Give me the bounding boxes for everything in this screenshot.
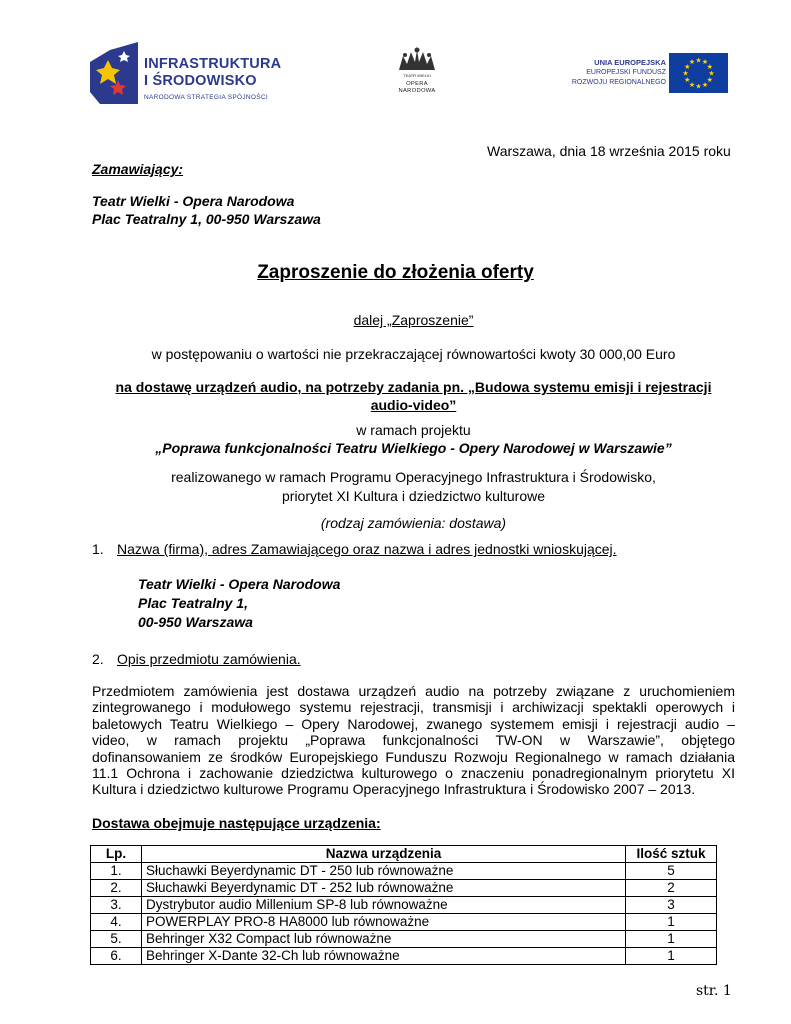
table-row (91, 948, 717, 965)
cell-lp: 3. (91, 897, 142, 914)
opera-crest-icon (395, 46, 439, 72)
postepowanie-line: w postępowaniu o wartości nie przekraczającej równowartości kwoty 30 000,00 Euro (151, 346, 676, 362)
unia-europejska-logo (560, 52, 728, 106)
eu-star-icon: ★ (695, 57, 702, 65)
w-ramach-line: w ramach projektu (356, 422, 471, 438)
realizowanego-line-1: realizowanego w ramach Programu Operacyjnego Infrastruktura i Środowisko, (171, 469, 656, 485)
dalej-line: dalej „Zaproszenie” (353, 312, 474, 328)
opera-logo-line2: NARODOWA (398, 88, 436, 94)
ris-logo-line2: I ŚRODOWISKO (144, 73, 257, 89)
cell-name: Behringer X32 Compact lub równoważne (142, 931, 626, 948)
section-1-address-line-3: 00-950 Warszawa (138, 614, 253, 630)
cell-qty: 1 (626, 931, 717, 948)
section-1-number: 1. (92, 541, 104, 557)
document-date: Warszawa, dnia 18 września 2015 roku (487, 143, 731, 159)
eu-star-icon: ★ (701, 59, 709, 67)
eu-star-icon: ★ (688, 59, 696, 67)
paragraph-line: video, w ramach projektu „Poprawa funkcjonalności TW-ON w Warszawie”, objętego (92, 732, 735, 749)
dostawa-line-2: audio-video” (370, 397, 457, 413)
table-row (91, 863, 717, 880)
dostawa-line-1: na dostawę urządzeń audio, na potrzeby zadania pn. „Budowa systemu emisji i rejestracji (115, 379, 712, 395)
cell-lp: 1. (91, 863, 142, 880)
cell-qty: 5 (626, 863, 717, 880)
cell-lp: 2. (91, 880, 142, 897)
ue-logo-line2: EUROPEJSKI FUNDUSZ (586, 69, 666, 76)
opera-logo-line1: OPERA (406, 81, 428, 87)
eu-star-icon: ★ (701, 81, 709, 89)
page-number: str. 1 (696, 983, 732, 999)
devices-table (90, 845, 717, 965)
section-2-number: 2. (92, 651, 104, 667)
paragraph-line: dofinansowaniem ze środków Europejskiego Funduszu Rozwoju Regionalnego w ramach działania (92, 748, 735, 765)
ris-logo-line1: INFRASTRUKTURA (144, 56, 282, 72)
eu-star-icon: ★ (682, 70, 689, 78)
cell-name: Behringer X-Dante 32-Ch lub równoważne (142, 948, 626, 965)
table-row (91, 914, 717, 931)
section-2-title: Opis przedmiotu zamówienia. (117, 651, 301, 667)
eu-star-icon: ★ (706, 64, 713, 71)
eu-star-icon: ★ (706, 77, 713, 84)
eu-star-icon: ★ (688, 81, 696, 89)
eu-star-icon: ★ (695, 83, 702, 91)
header-lp: Lp. (91, 846, 142, 863)
paragraph-line: Przedmiotem zamówienia jest dostawa urządzeń audio na potrzeby związane z uruchomieniem (92, 683, 735, 699)
table-row (91, 880, 717, 897)
header-nazwa: Nazwa urządzenia (142, 846, 626, 863)
opera-logo-small: TEATR WIELKI (403, 73, 431, 78)
cell-qty: 1 (626, 948, 717, 965)
cell-name: POWERPLAY PRO-8 HA8000 lub równoważne (142, 914, 626, 931)
cell-qty: 3 (626, 897, 717, 914)
ris-logo-line3: NARODOWA STRATEGIA SPÓJNOŚCI (144, 94, 268, 101)
eu-flag-icon (669, 53, 728, 93)
infrastruktura-srodowisko-logo (90, 40, 290, 106)
section-2-paragraph (92, 683, 735, 798)
document-title: Zaproszenie do złożenia oferty (257, 262, 534, 283)
projekt-name: „Poprawa funkcjonalności Teatru Wielkiego - Opery Narodowej w Warszawie” (155, 440, 672, 456)
table-row (91, 931, 717, 948)
section-1-address-line-1: Teatr Wielki - Opera Narodowa (138, 576, 341, 592)
ris-star-icon (90, 42, 138, 104)
paragraph-line: 11.1 Ochrona i zachowanie dziedzictwa kulturowego o znaczeniu ponadregionalnym priorytetu XI (92, 764, 735, 781)
cell-name: Słuchawki Beyerdynamic DT - 250 lub równoważne (142, 863, 626, 880)
section-1-title: Nazwa (firma), adres Zamawiającego oraz nazwa i adres jednostki wnioskującej. (117, 541, 617, 557)
eu-star-icon: ★ (684, 64, 691, 71)
cell-name: Dystrybutor audio Millenium SP-8 lub równoważne (142, 897, 626, 914)
cell-lp: 5. (91, 931, 142, 948)
paragraph-line: zintegrowanego i modułowego systemu rejestracji, transmisji i archiwizacji spektakli operowych i (92, 699, 735, 716)
rodzaj-zamowienia: (rodzaj zamówienia: dostawa) (320, 515, 507, 531)
zamawiajacy-address: Plac Teatralny 1, 00-950 Warszawa (92, 211, 321, 227)
eu-star-icon: ★ (708, 70, 715, 78)
realizowanego-line-2: priorytet XI Kultura i dziedzictwo kulturowe (282, 488, 545, 504)
cell-qty: 2 (626, 880, 717, 897)
header-logos (90, 40, 730, 106)
eu-star-icon: ★ (684, 77, 691, 84)
table-row (91, 897, 717, 914)
opera-narodowa-logo (387, 46, 447, 101)
paragraph-line: Kultura i dziedzictwo kulturowe Programu Operacyjnego Infrastruktura i Środowisko 2007 – 2013. (92, 781, 696, 798)
zamawiajacy-name: Teatr Wielki - Opera Narodowa (92, 193, 295, 209)
header-ilosc: Ilość sztuk (626, 846, 717, 863)
dostawa-obejmuje-label: Dostawa obejmuje następujące urządzenia: (92, 815, 381, 831)
cell-name: Słuchawki Beyerdynamic DT - 252 lub równoważne (142, 880, 626, 897)
section-1-address-line-2: Plac Teatralny 1, (138, 595, 248, 611)
paragraph-line: baletowych Teatru Wielkiego – Opery Narodowej, zwanego systemem emisji i rejestracji audio – (92, 715, 735, 732)
cell-qty: 1 (626, 914, 717, 931)
table-header-row (91, 846, 717, 863)
ue-logo-line1: UNIA EUROPEJSKA (594, 58, 666, 67)
cell-lp: 4. (91, 914, 142, 931)
zamawiajacy-label: Zamawiający: (92, 161, 184, 177)
ue-logo-line3: ROZWOJU REGIONALNEGO (571, 79, 666, 86)
cell-lp: 6. (91, 948, 142, 965)
